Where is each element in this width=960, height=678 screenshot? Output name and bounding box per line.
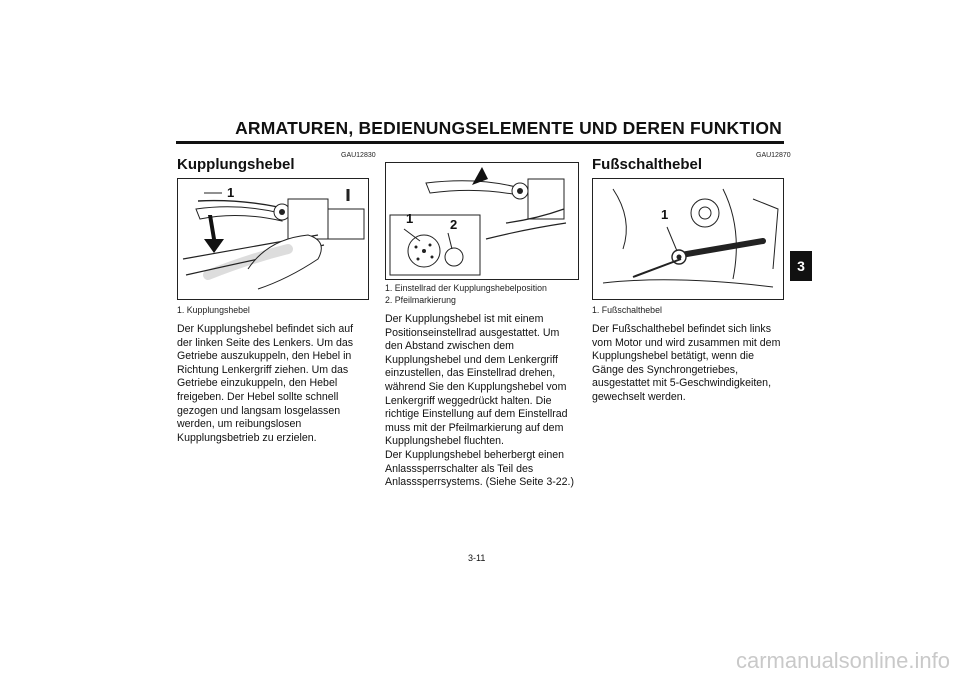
figure-clutch-lever [177,178,369,300]
figure-adjuster-dial [385,162,579,280]
adjuster-illustration [386,163,578,279]
body-text [177,323,371,445]
figure-caption-1: 1. Einstellrad der Kupplungshebelposition [385,283,547,293]
body-text [385,313,579,490]
figure-label: 1 [227,185,235,200]
figure-caption: 1. Kupplungshebel [177,305,250,315]
down-arrow-icon [204,215,224,253]
paragraph: Der Kupplungshebel beherbergt einen Anlasssperrschalter als Teil des Anlasssperrsystems. (Siehe Seite 3-22.) [385,448,574,489]
paragraph: Der Kupplungshebel befindet sich auf der linken Seite des Lenkers. Um das Getriebe auszukuppeln, den Hebel in Richtung Lenkergriff ziehen. Um das Getriebe einzukuppeln, den Hebel freigeben. Der Hebel sollte schnell gezogen und langsam losgelassen werden, um reibungslosen Kupplungsbetrieb zu erzielen. [177,323,354,444]
body-text [592,323,786,405]
page-number: 3-11 [468,553,486,563]
figure-label-2: 2 [450,217,458,232]
page-title: ARMATUREN, BEDIENUNGSELEMENTE UND DEREN FUNKTION [235,118,782,138]
figure-label-1: 1 [406,211,414,226]
paragraph: Der Kupplungshebel ist mit einem Positionseinstellrad ausgestattet. Um den Abstand zwischen dem Kupplungshebel und dem Lenkergriff einzustellen, das Einstellrad drehen, während Sie den Kupplungshebel vom Lenkergriff weggedrückt halten. Die richtige Einstellung auf dem Einstellrad muss mit der Pfeilmarkierung auf dem Kupplungshebel fluchten. [385,313,568,448]
shift-pedal-illustration [593,179,783,299]
watermark: carmanualsonline.info [735,648,950,673]
clutch-lever-illustration [178,179,368,299]
section-heading-kupplungshebel: Kupplungshebel [177,156,295,173]
section-heading-fussschalthebel: Fußschalthebel [592,156,703,173]
paragraph: Der Fußschalthebel befindet sich links vom Motor und wird zusammen mit dem Kupplungshebel betätigt, wenn die Gänge des Synchrongetriebes, ausgestattet mit 5-Geschwindigkeiten, gewechselt werden. [592,323,781,403]
section-code: GAU12830 [341,152,376,159]
figure-caption-2: 2. Pfeilmarkierung [385,295,456,305]
figure-shift-pedal [592,178,784,300]
section-code: GAU12870 [756,152,791,159]
title-rule [176,141,784,144]
chapter-tab[interactable]: 3 [790,251,812,281]
figure-caption: 1. Fußschalthebel [592,305,662,315]
figure-label: 1 [661,207,669,222]
